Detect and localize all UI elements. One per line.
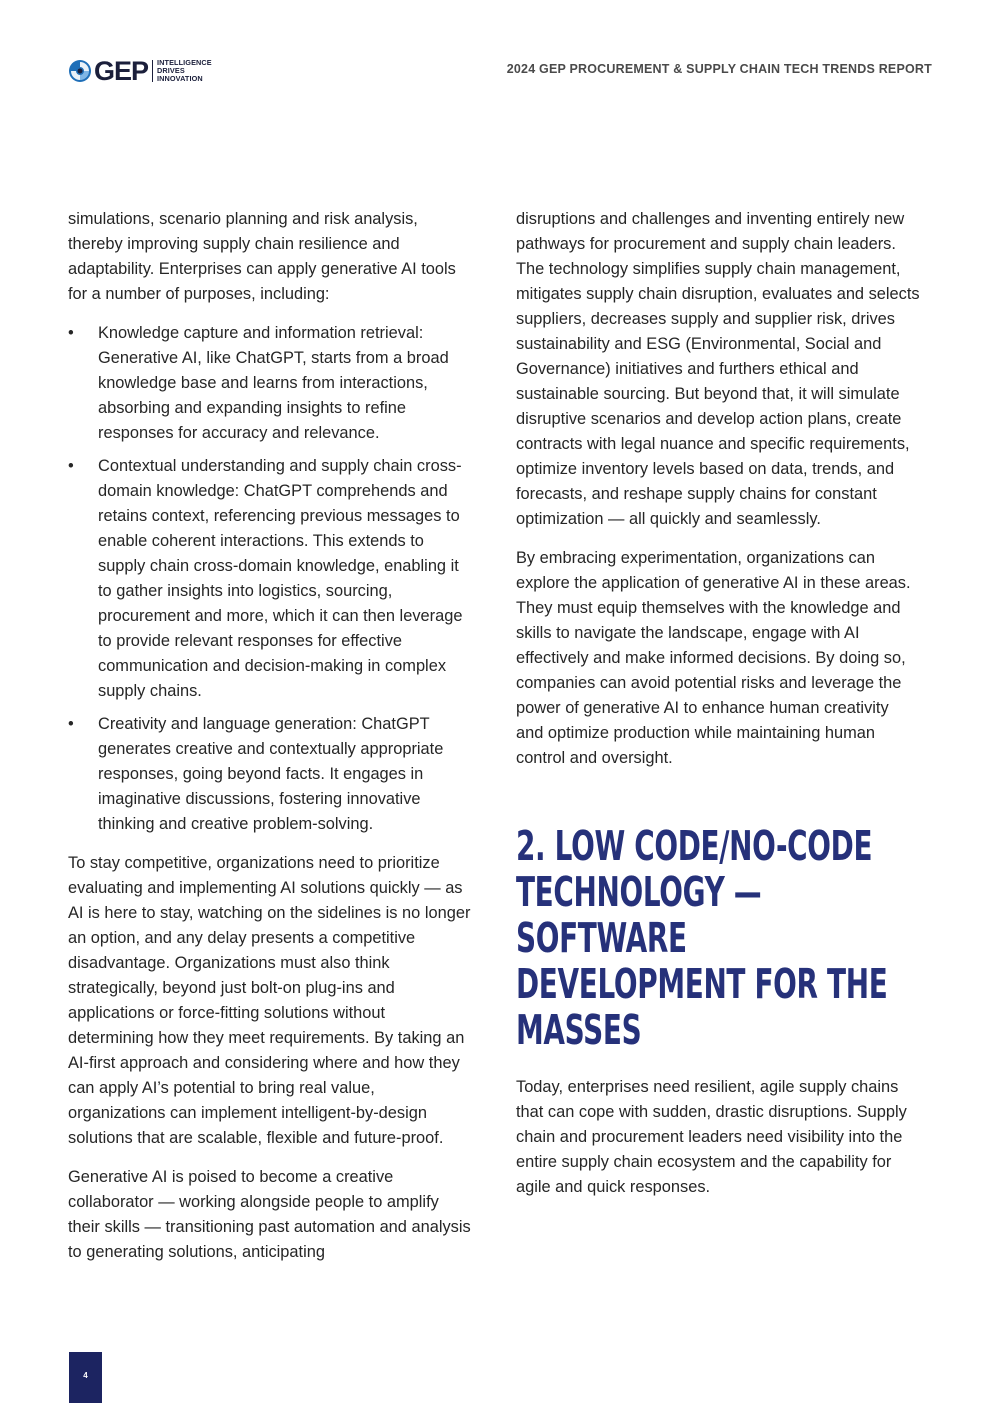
bullet-marker: • xyxy=(68,457,74,475)
purposes-list xyxy=(68,321,472,837)
embracing-paragraph: By embracing experimentation, organizations can explore the application of generative AI in these areas. They must equip themselves with the knowledge and skills to navigate the landscape, engage with AI effectively and make informed decisions. By doing so, companies can avoid potential risks and leverage the power of generative AI to enhance human creativity and optimize production while maintaining human control and oversight. xyxy=(516,549,911,767)
bullet-marker: • xyxy=(68,324,74,342)
list-item: • Creativity and language generation: ChatGPT generates creative and contextually appropriate responses, going beyond facts. It engages in imaginative discussions, fostering innovative thinking and creative problem-solving. xyxy=(68,712,472,837)
today-paragraph: Today, enterprises need resilient, agile supply chains that can cope with sudden, drastic disruptions. Supply chain and procurement leaders need visibility into the entire supply chain ecosystem and the capability for agile and quick responses. xyxy=(516,1078,907,1196)
logo-wordmark: GEP xyxy=(94,55,149,86)
section-heading: 2. LOW CODE/NO-CODE TECHNOLOGY — SOFTWARE DEVELOPMENT FOR THE MASSES xyxy=(516,822,888,1054)
list-item: • Knowledge capture and information retrieval: Generative AI, like ChatGPT, starts from a broad knowledge base and learns from interactions, absorbing and expanding insights to refine responses for accuracy and relevance. xyxy=(68,321,472,446)
page-number: 4 xyxy=(83,1371,88,1380)
continued-paragraph: disruptions and challenges and inventing entirely new pathways for procurement and supply chain leaders. The technology simplifies supply chain management, mitigates supply chain disruption, evaluates and selects suppliers, decreases supply and supplier risk, drives sustainability and ESG (Environmental, Social and Governance) initiatives and furthers ethical and sustainable sourcing. But beyond that, it will simulate disruptive scenarios and develop action plans, create contracts with legal nuance and specific requirements, optimize inventory levels based on data, trends, and forecasts, and reshape supply chains for constant optimization — all quickly and seamlessly. xyxy=(516,210,920,528)
page-number-tab xyxy=(69,1352,102,1403)
list-item: • Contextual understanding and supply chain cross-domain knowledge: ChatGPT comprehends and retains context, referencing previous messages to enable coherent interactions. This extends to supply chain cross-domain knowledge, enabling it to gather insights into logistics, sourcing, procurement and more, which it can then leverage to provide relevant responses for effective communication and decision-making in complex supply chains. xyxy=(68,454,472,704)
bullet-marker: • xyxy=(68,715,74,733)
gep-swirl-icon xyxy=(68,59,92,83)
competitive-paragraph: To stay competitive, organizations need to prioritize evaluating and implementing AI solutions quickly — as AI is here to stay, watching on the sidelines is no longer an option, and any delay presents a competitive disadvantage. Organizations must also think strategically, beyond just bolt-on plug-ins and applications or force-fitting solutions without determining how they meet requirements. By taking an AI-first approach and considering where and how they can apply AI’s potential to bring real value, organizations can implement intelligent-by-design solutions that are scalable, flexible and future-proof. xyxy=(68,854,471,1147)
logo-divider xyxy=(152,60,153,82)
generative-ai-paragraph: Generative AI is poised to become a creative collaborator — working alongside people to amplify their skills — transitioning past automation and analysis to generating solutions, anticipating xyxy=(68,1168,471,1261)
page-header xyxy=(68,56,932,88)
logo-tagline: INTELLIGENCE DRIVES INNOVATION xyxy=(157,58,212,83)
gep-logo xyxy=(68,56,212,86)
report-title: 2024 GEP PROCUREMENT & SUPPLY CHAIN TECH TRENDS REPORT xyxy=(506,62,932,76)
left-column xyxy=(68,207,472,1279)
intro-paragraph: simulations, scenario planning and risk analysis, thereby improving supply chain resilience and adaptability. Enterprises can apply generative AI tools for a number of purposes, including: xyxy=(68,210,456,303)
right-column xyxy=(516,207,920,1214)
